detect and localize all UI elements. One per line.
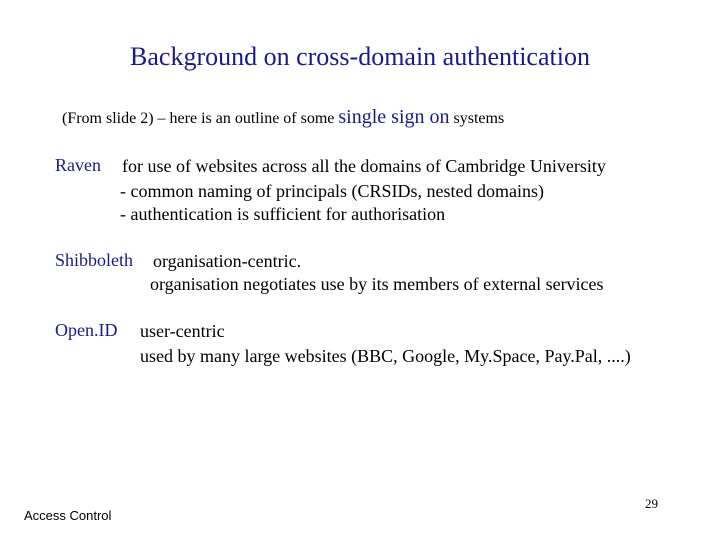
openid-line-2: used by many large websites (BBC, Google, My.Space, Pay.Pal, ....) bbox=[140, 346, 631, 366]
system-label-openid: Open.ID bbox=[55, 320, 118, 340]
intro-highlight: single sign on bbox=[338, 106, 450, 128]
footer-label: Access Control bbox=[24, 508, 112, 523]
slide-title: Background on cross-domain authentication bbox=[130, 42, 590, 71]
system-label-raven: Raven bbox=[55, 155, 101, 175]
page-number: 29 bbox=[645, 496, 658, 511]
intro-line bbox=[62, 106, 504, 129]
shibboleth-line-1: organisation-centric. bbox=[153, 251, 302, 271]
intro-prefix: (From slide 2) – here is an outline of some bbox=[62, 110, 335, 127]
system-label-shibboleth: Shibboleth bbox=[55, 250, 134, 270]
raven-line-2: - common naming of principals (CRSIDs, nested domains) bbox=[120, 181, 544, 201]
shibboleth-line-2: organisation negotiates use by its members of external services bbox=[150, 274, 604, 294]
openid-line-1: user-centric bbox=[140, 321, 225, 341]
raven-line-3: - authentication is sufficient for authorisation bbox=[120, 204, 446, 224]
intro-suffix: systems bbox=[453, 110, 505, 127]
raven-line-1: for use of websites across all the domains of Cambridge University bbox=[122, 156, 606, 176]
